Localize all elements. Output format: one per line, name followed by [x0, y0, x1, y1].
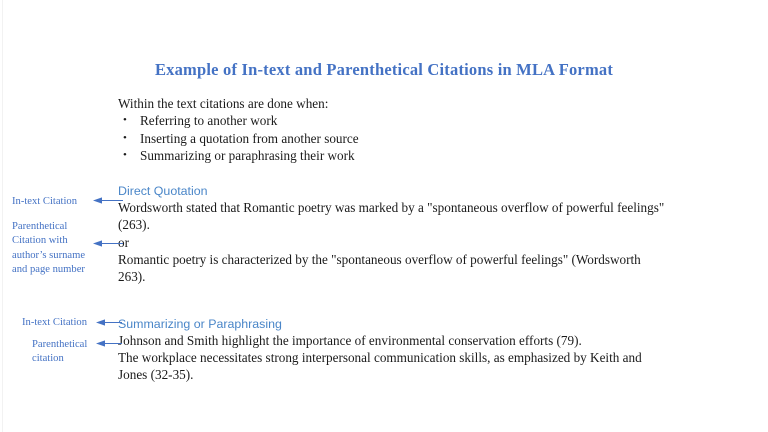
list-item-label: Referring to another work	[140, 113, 278, 129]
bullet-icon: •	[123, 148, 127, 161]
section-direct-quotation	[118, 183, 678, 285]
list-item	[118, 112, 678, 129]
callout-arrow-left-icon	[96, 339, 122, 348]
slide-body	[118, 95, 678, 384]
section-line: (263).	[118, 217, 150, 233]
annotation-parenthetical-citation-2: Parenthetical citation	[32, 339, 88, 365]
list-item-label: Summarizing or paraphrasing their work	[140, 147, 355, 163]
annotation-in-text-citation-2: In-text Citation	[22, 317, 88, 328]
intro-bullet-list	[118, 112, 678, 164]
list-item	[118, 147, 678, 164]
section-line: Johnson and Smith highlight the importance of environmental conservation efforts (79).	[118, 332, 582, 348]
section-spacer	[118, 286, 678, 316]
section-heading-direct-quotation: Direct Quotation	[118, 184, 208, 199]
list-item-label: Inserting a quotation from another source	[140, 130, 359, 146]
annotation-parenthetical-citation-1: Parenthetical Citation with author’s surname and page number	[12, 221, 86, 275]
list-item	[118, 130, 678, 147]
bullet-icon: •	[123, 131, 127, 144]
section-line: 263).	[118, 269, 146, 285]
section-line: Romantic poetry is characterized by the "spontaneous overflow of powerful feelings" (Wordsworth	[118, 252, 641, 268]
section-heading-summarizing-paraphrasing: Summarizing or Paraphrasing	[118, 316, 282, 331]
callout-arrow-left-icon	[96, 318, 122, 327]
bullet-icon: •	[123, 114, 127, 127]
callout-arrow-left-icon	[93, 196, 123, 205]
intro-lead-text: Within the text citations are done when:	[118, 96, 329, 111]
section-line: The workplace necessitates strong interpersonal communication skills, as emphasized by Keith and	[118, 349, 642, 365]
page-title: Example of In-text and Parenthetical Citations in MLA Format	[154, 60, 614, 79]
annotation-in-text-citation-1: In-text Citation	[12, 196, 78, 207]
callout-arrow-left-icon	[93, 239, 123, 248]
section-summarizing-paraphrasing	[118, 316, 678, 384]
section-line: Jones (32-35).	[118, 367, 194, 383]
section-line: or	[118, 234, 129, 250]
section-line: Wordsworth stated that Romantic poetry was marked by a "spontaneous overflow of powerful feelings"	[118, 200, 665, 216]
